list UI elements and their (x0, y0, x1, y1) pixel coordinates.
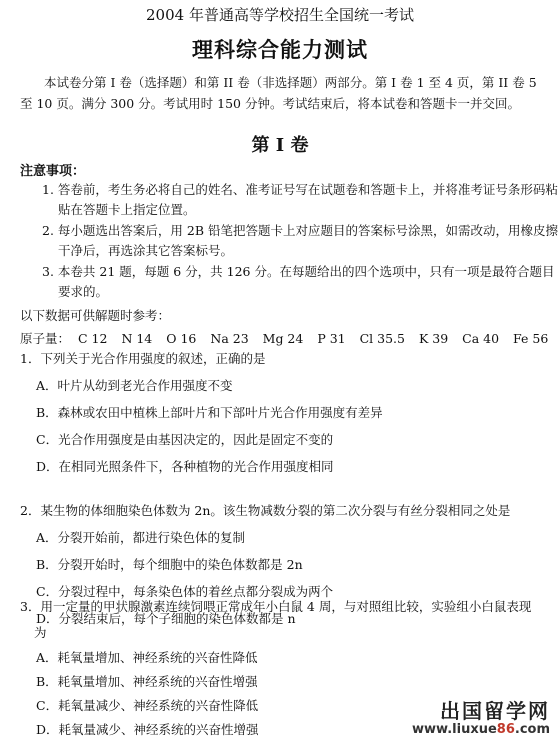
option-a: A．耗氧量增加、神经系统的兴奋性降低 (36, 650, 258, 665)
watermark-url-suffix: .com (514, 722, 550, 737)
atomic-mass: P 31 (317, 331, 346, 346)
question-stem: 3．用一定量的甲状腺激素连续饲喂正常成年小白鼠 4 周，与对照组比较，实验组小白鼠表现 (20, 599, 532, 614)
reference-data-intro: 以下数据可供解题时参考： (20, 308, 171, 323)
atomic-mass: Ca 40 (462, 331, 500, 346)
atomic-mass: Cl 35.5 (359, 331, 405, 346)
note-item: 1. 答卷前，考生务必将自己的姓名、准考证号写在试题卷和答题卡上，并将准考证号条形码粘贴在答题卡上指定位置。 (42, 182, 558, 217)
site-watermark (412, 695, 550, 737)
note-item: 2. 每小题选出答案后，用 2B 铅笔把答题卡上对应题目的答案标号涂黑，如需改动，用橡皮擦干净后，再选涂其它答案标号。 (42, 223, 558, 258)
atomic-mass: C 12 (78, 331, 108, 346)
question-1 (20, 346, 545, 480)
atomic-mass: Na 23 (210, 331, 249, 346)
question-stem: 1．下列关于光合作用强度的叙述，正确的是 (20, 351, 266, 366)
option-a: A．分裂开始前，都进行染色体的复制 (36, 530, 246, 545)
atomic-masses-label: 原子量： (20, 331, 71, 346)
option-c: C．耗氧量减少、神经系统的兴奋性降低 (36, 698, 259, 713)
watermark-url-accent: 86 (496, 722, 515, 737)
atomic-mass: N 14 (121, 331, 153, 346)
atomic-mass: K 39 (418, 331, 449, 346)
option-d: D．分裂结束后，每个子细胞的染色体数都是 n (36, 611, 296, 626)
option-a: A．叶片从幼到老光合作用强度不变 (36, 378, 233, 393)
exam-title: 2004 年普通高等学校招生全国统一考试 (146, 6, 414, 24)
intro-paragraph: 本试卷分第 I 卷（选择题）和第 II 卷（非选择题）两部分。第 I 卷 1 至 4 页，第 II 卷 5 至 10 页。满分 300 分。考试用时 150 分钟。考试结束后，将本试卷和答题卡一并交回。 (20, 75, 537, 111)
option-d: D．在相同光照条件下，各种植物的光合作用强度相同 (36, 459, 334, 474)
option-b: B．森林或农田中植株上部叶片和下部叶片光合作用强度有差异 (36, 405, 383, 420)
note-item: 3. 本卷共 21 题，每题 6 分，共 126 分。在每题给出的四个选项中，只有一项是最符合题目要求的。 (42, 264, 555, 299)
watermark-url-prefix: www.liuxue (412, 722, 497, 737)
atomic-mass: Mg 24 (262, 331, 304, 346)
question-stem: 2．某生物的体细胞染色体数为 2n。该生物减数分裂的第二次分裂与有丝分裂相同之处是 (20, 503, 511, 518)
option-d: D．耗氧量减少、神经系统的兴奋性增强 (36, 722, 259, 737)
option-c: C．光合作用强度是由基因决定的，因此是固定不变的 (36, 432, 334, 447)
atomic-mass: Fe 56 (513, 331, 549, 346)
notes-heading: 注意事项： (20, 164, 86, 179)
question-stem-continuation: 为 (34, 625, 47, 640)
watermark-url (412, 722, 550, 737)
option-b: B．耗氧量增加、神经系统的兴奋性增强 (36, 674, 258, 689)
subject-title: 理科综合能力测试 (192, 37, 368, 62)
option-b: B．分裂开始时，每个细胞中的染色体数都是 2n (36, 557, 303, 572)
section-title: 第 I 卷 (251, 135, 309, 156)
watermark-name: 出国留学网 (440, 699, 550, 723)
atomic-mass: O 16 (166, 331, 197, 346)
atomic-masses (20, 329, 558, 347)
option-c: C．分裂过程中，每条染色体的着丝点都分裂成为两个 (36, 584, 334, 599)
